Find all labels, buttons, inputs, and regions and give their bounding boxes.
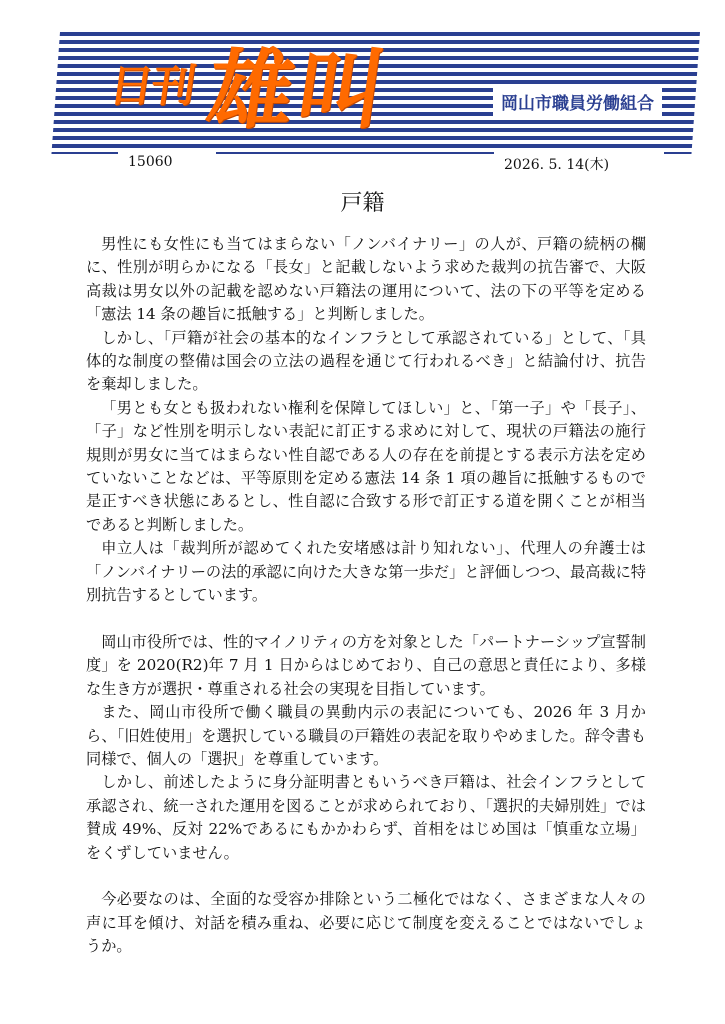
paragraph: 男性にも女性にも当てはまらない「ノンバイナリー」の人が、戸籍の続柄の欄に、性別が明らかになる「長女」と記載しないよう求めた裁判の抗告審で、大阪高裁は男女以外の記載を認めない戸籍法の運用について、法の下の平等を定める「憲法 14 条の趣旨に抵触する」と判断しました。 — [86, 235, 646, 324]
article-body — [86, 233, 646, 959]
paragraph: 岡山市役所では、性的マイノリティの方を対象とした「パートナーシップ宣誓制度」を 2020(R2)年 7 月 1 日からはじめており、自己の意思と責任により、多様な生き方が選択・尊重される社会の実現を目指しています。 — [86, 632, 646, 698]
paragraph: しかし、前述したように身分証明書ともいうべき戸籍は、社会インフラとして承認され、統一された運用を図ることが求められており、「選択的夫婦別姓」では賛成 49%、反対 22%であるにもかかわらず、首相をはじめ国は「慎重な立場」をくずしていません。 — [86, 773, 646, 862]
article-title: 戸籍 — [340, 191, 385, 216]
paragraph: 申立人は「裁判所が認めてくれた安堵感は計り知れない」、代理人の弁護士は「ノンバイナリーの法的承認に向けた大きな第一歩だ」と評価しつつ、最高裁に特別抗告するとしています。 — [86, 539, 646, 605]
logo-big-text: 雄叫 — [200, 41, 396, 141]
organization-name: 岡山市職員労働組合 — [493, 86, 662, 117]
issue-number: 15060 — [118, 152, 216, 172]
paragraph: しかし、「戸籍が社会の基本的なインフラとして承認されている」として、「具体的な制度の整備は国会の立法の過程を通じて行われるべき」と結論付け、抗告を棄却しました。 — [86, 328, 646, 394]
newsletter-logo — [105, 41, 440, 141]
logo-small-text: 日刊 — [105, 61, 197, 112]
masthead — [52, 32, 692, 173]
paragraph: また、岡山市役所で働く職員の異動内示の表記についても、2026 年 3 月から、「旧姓使用」を選択している職員の戸籍姓の表記を取りやめました。辞令書も同様で、個人の「選択」を尊重しています。 — [86, 703, 646, 768]
paragraph: 今必要なのは、全面的な受容か排除という二極化ではなく、さまざまな人々の声に耳を傾け、対話を積み重ね、必要に応じて制度を変えることではないでしょうか。 — [86, 890, 646, 956]
issue-date: 2026. 5. 14(木) — [494, 152, 664, 176]
paragraph: 「男とも女とも扱われない権利を保障してほしい」と、「第一子」や「長子」、「子」など性別を明示しない表記に訂正する求めに対して、現状の戸籍法の施行規則が男女に当てはまらない性自認である人の存在を前提とする表示方法を定めていないことなどは、平等原則を定める憲法 14 条 1 項の趣旨に抵触するもので是正すべき状態にあるとし、性自認に合致する形で訂正する道を開くことが相当であると判断しました。 — [86, 398, 646, 534]
